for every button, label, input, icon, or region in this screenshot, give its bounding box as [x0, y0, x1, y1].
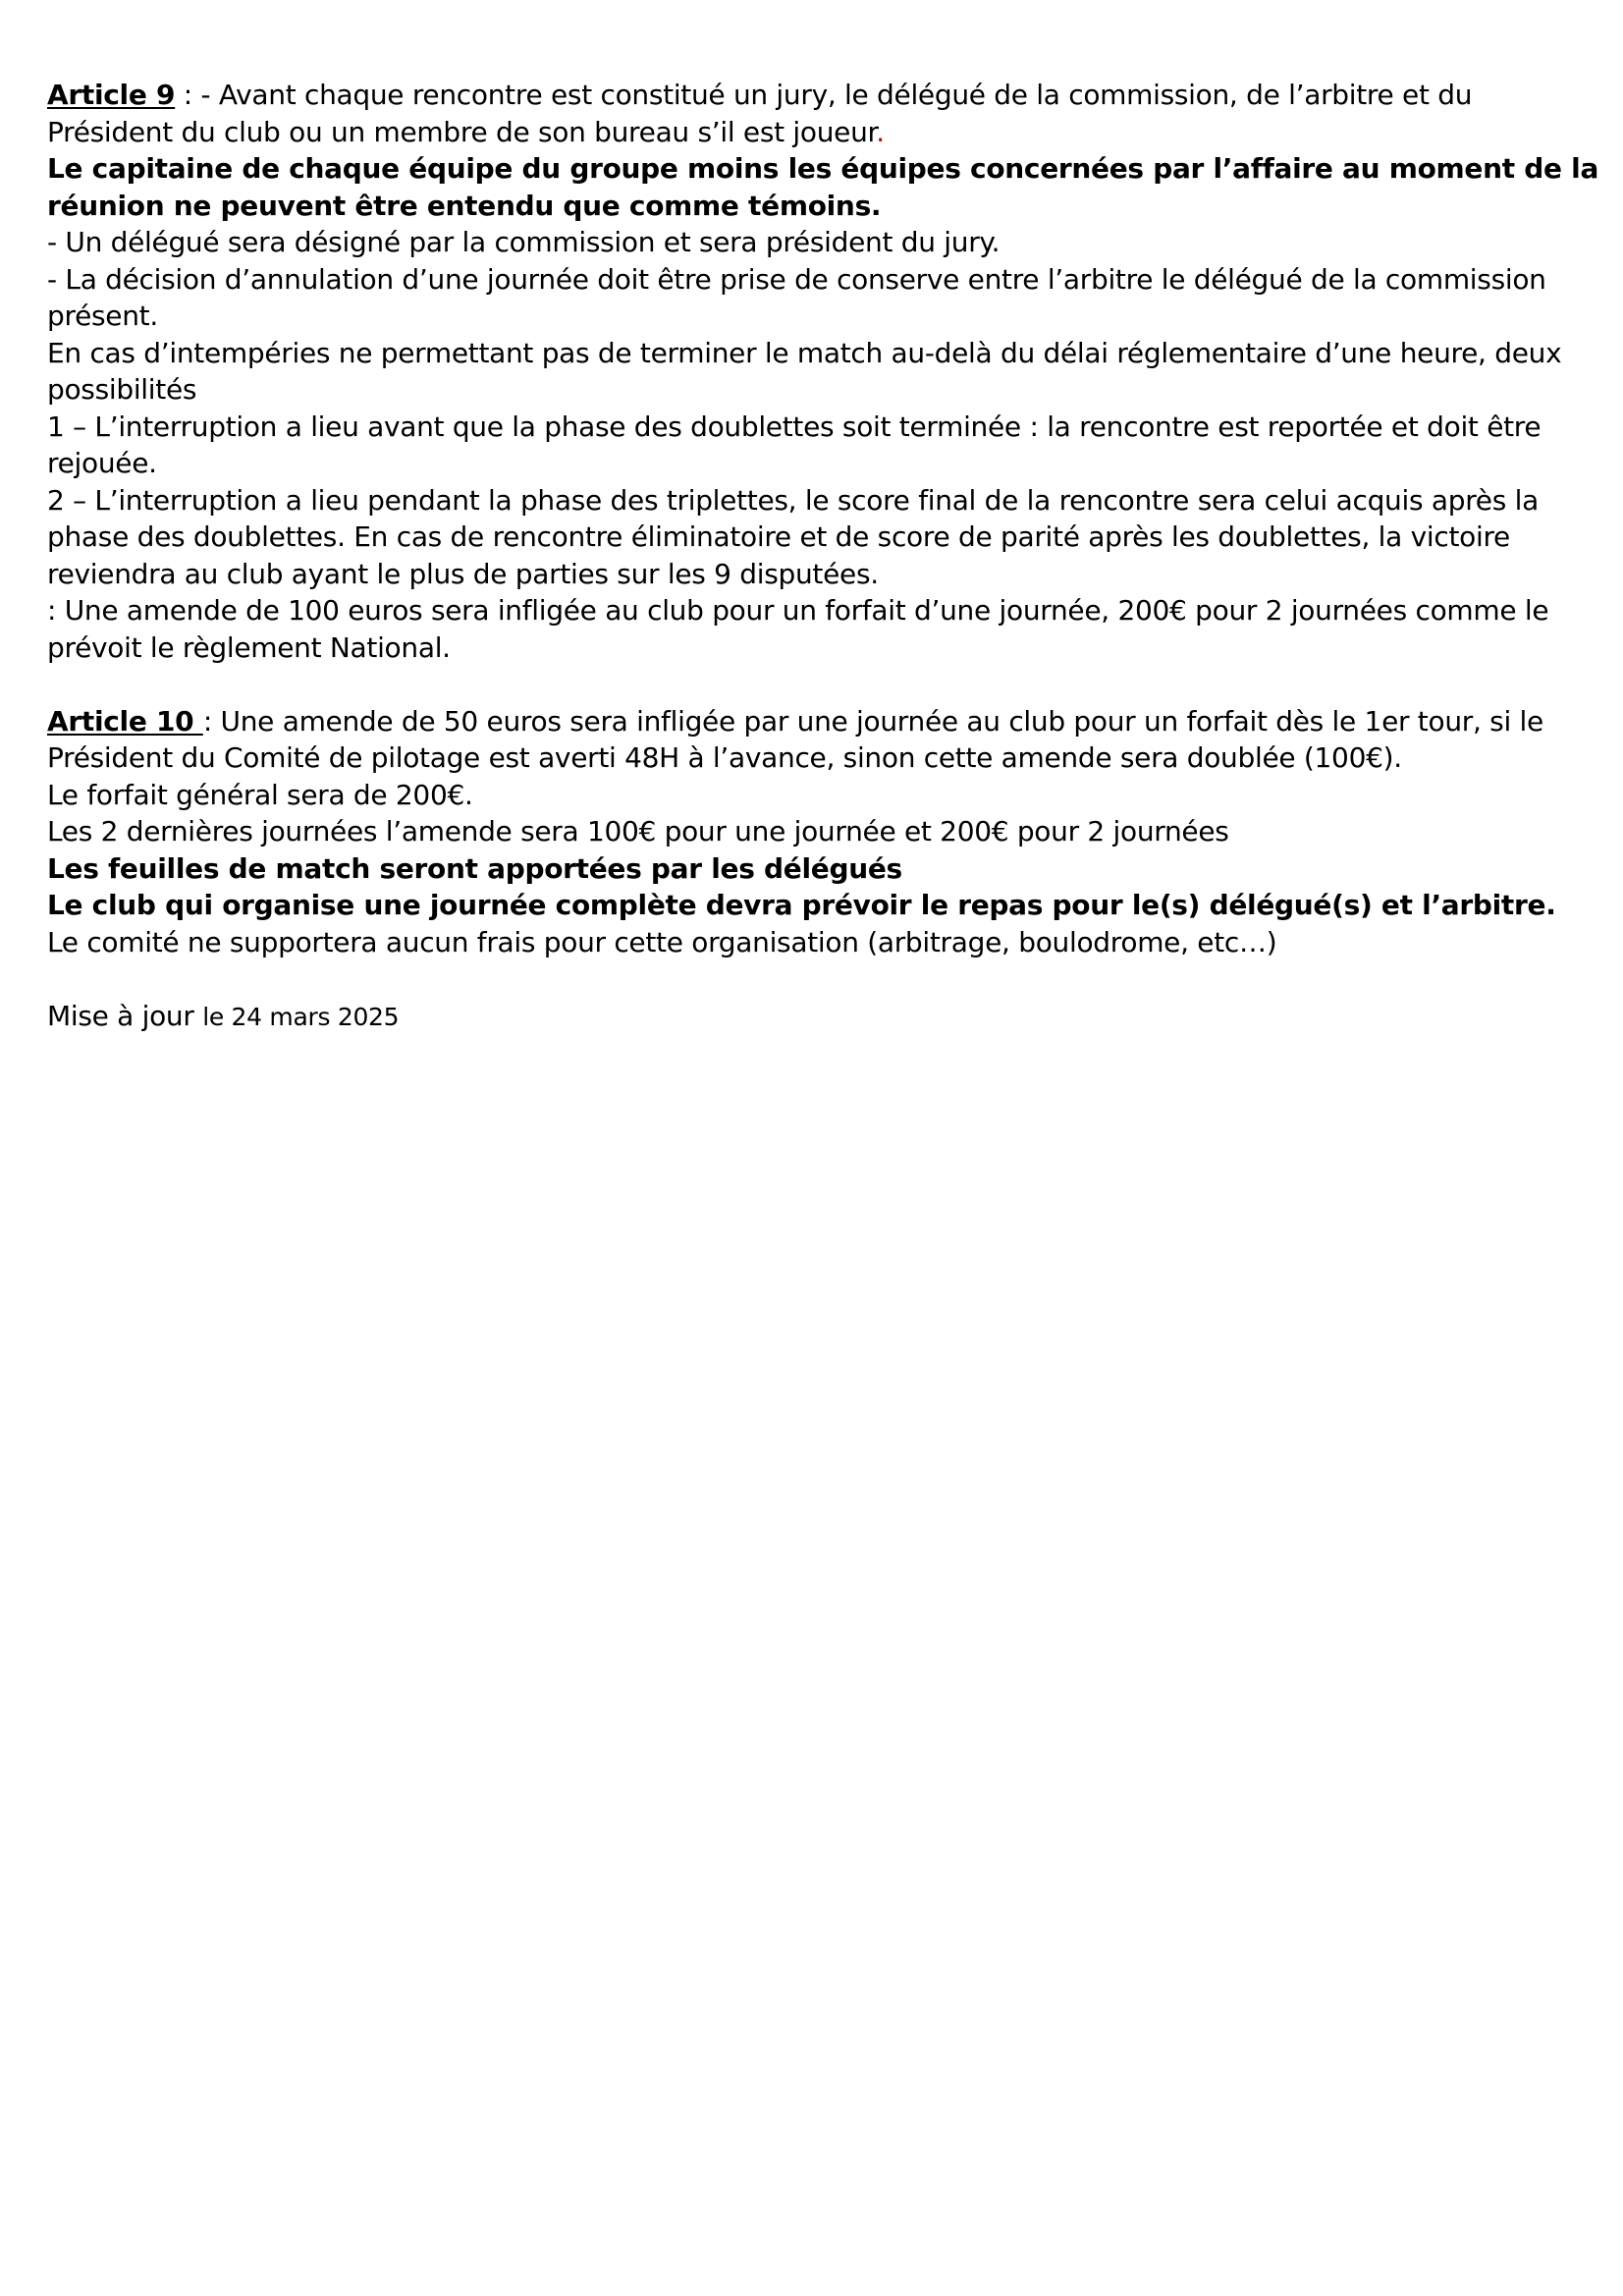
update-label: Mise à jour — [47, 999, 203, 1032]
red-period: . — [876, 115, 885, 148]
article-10-heading: Article 10 — [47, 704, 203, 738]
article-9-delegue-line: - Un délégué sera désigné par la commission et sera président du jury. — [47, 226, 1001, 258]
update-line — [47, 998, 1589, 1036]
article-9-bold-line1: Le capitaine de chaque équipe du groupe moins les équipes concernées par l’affaire au moment de la — [47, 152, 1599, 185]
article-10-comite-line: Le comité ne supportera aucun frais pour cette organisation (arbitrage, boulodrome, etc…) — [47, 925, 1277, 958]
article-9-intro-text-2: Président du club ou un membre de son bureau s’il est joueur — [47, 115, 877, 148]
document-page — [47, 77, 1599, 1035]
article-9-case2-line3: reviendra au club ayant le plus de parties sur les 9 disputées. — [47, 557, 879, 590]
article-10-intro-line1 — [47, 703, 1589, 740]
article-9-heading: Article 9 — [47, 79, 176, 111]
article-9-case2-line1: 2 – L’interruption a lieu pendant la phase des triplettes, le score final de la rencontre sera celui acquis après la — [47, 483, 1539, 517]
article-10-forfait-line: Le forfait général sera de 200€. — [47, 778, 473, 811]
article-9-intro-line2 — [47, 114, 1589, 151]
article-9-intemperies-line2: possibilités — [47, 373, 197, 406]
article-9-amende-line2: prévoit le règlement National. — [47, 630, 451, 664]
article-9-amende-line1: : Une amende de 100 euros sera infligée au club pour un forfait d’une journée, 200€ pour 2 journées comme le — [47, 594, 1549, 627]
article-10 — [47, 703, 1589, 961]
article-10-repas-line: Le club qui organise une journée complète devra prévoir le repas pour le(s) délégué(s) et l’arbitre. — [47, 889, 1556, 921]
article-10-feuilles-line: Les feuilles de match seront apportées par les délégués — [47, 851, 902, 885]
article-10-intro-text: : Une amende de 50 euros sera infligée par une journée au club pour un forfait dès le 1er tour, si le — [202, 704, 1543, 738]
article-9-annulation-line2: présent. — [47, 300, 158, 332]
paragraph-spacer — [47, 666, 1589, 703]
article-9-case1-line1: 1 – L’interruption a lieu avant que la phase des doublettes soit terminée : la rencontre est reportée et doit être — [47, 410, 1542, 443]
article-9-intro-line1 — [47, 77, 1589, 114]
article-9-bold-line2: réunion ne peuvent être entendu que comme témoins. — [47, 189, 882, 222]
article-9-case2-line2: phase des doublettes. En cas de rencontre éliminatoire et de score de parité après les doublettes, la victoire — [47, 520, 1510, 553]
paragraph-spacer-2 — [47, 960, 1589, 998]
article-10-intro-line2: Président du Comité de pilotage est averti 48H à l’avance, sinon cette amende sera doublée (100€). — [47, 741, 1402, 774]
article-9 — [47, 77, 1599, 666]
article-9-intemperies-line1: En cas d’intempéries ne permettant pas de terminer le match au-delà du délai réglementaire d’une heure, deux — [47, 336, 1562, 369]
article-10-dernieres-line: Les 2 dernières journées l’amende sera 100€ pour une journée et 200€ pour 2 journées — [47, 815, 1229, 847]
article-9-case1-line2: rejouée. — [47, 447, 157, 479]
article-9-annulation-line1: - La décision d’annulation d’une journée doit être prise de conserve entre l’arbitre le délégué de la commission — [47, 262, 1546, 296]
article-9-intro-text: : - Avant chaque rencontre est constitué un jury, le délégué de la commission, de l’arbitre et du — [175, 79, 1473, 111]
update-date: le 24 mars 2025 — [202, 1002, 400, 1031]
